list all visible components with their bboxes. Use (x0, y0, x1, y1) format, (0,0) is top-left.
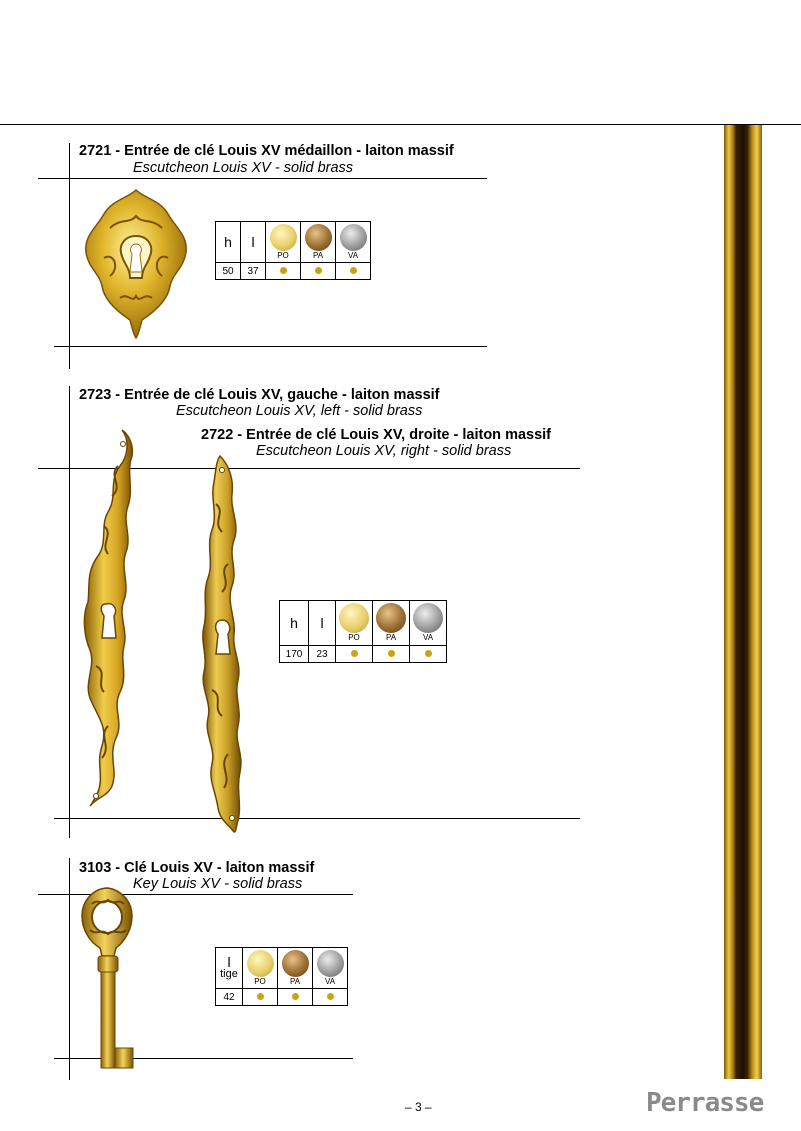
product-code: 2723 (79, 387, 112, 403)
product-name: Entrée de clé Louis XV médaillon - laiton massif (124, 143, 454, 159)
finish-va (313, 948, 348, 989)
finish-label: PA (385, 633, 397, 642)
product-2723-subtitle: Escutcheon Louis XV, left - solid brass (176, 403, 423, 419)
product-name: Entrée de clé Louis XV, droite - laiton massif (246, 427, 552, 443)
product-3103-title: 3103 - Clé Louis XV - laiton massif (79, 860, 315, 876)
key-image (76, 884, 138, 1072)
escutcheon-medallion-image (80, 188, 192, 340)
available-dot-icon (280, 267, 287, 274)
finish-label: VA (347, 251, 359, 260)
finish-po (243, 948, 278, 989)
col-header-h: h (280, 601, 309, 646)
product-3103-subtitle: Key Louis XV - solid brass (133, 876, 303, 892)
spec-table-2721 (215, 221, 371, 280)
finish-pa (301, 222, 336, 263)
finish-label: PO (348, 633, 360, 642)
availability-po (243, 989, 278, 1006)
value-l: 23 (309, 646, 336, 663)
brass-pole-image (724, 125, 762, 1079)
polished-brass-swatch (270, 224, 297, 251)
col-header-tige: tige (220, 968, 238, 980)
availability-po (336, 646, 373, 663)
value-l: 42 (216, 989, 243, 1006)
product-2721-title: 2721 - Entrée de clé Louis XV médaillon - laiton massif (79, 143, 454, 159)
availability-pa (301, 263, 336, 280)
section-rule (54, 818, 580, 819)
finish-po (266, 222, 301, 263)
polished-brass-swatch (339, 603, 369, 633)
product-name: Clé Louis XV - laiton massif (124, 860, 315, 876)
availability-va (336, 263, 371, 280)
antique-silver-swatch (413, 603, 443, 633)
finish-po (336, 601, 373, 646)
finish-va (336, 222, 371, 263)
product-2721-subtitle: Escutcheon Louis XV - solid brass (133, 160, 354, 176)
escutcheon-left-image (78, 426, 140, 808)
col-header-l-tige (216, 948, 243, 989)
availability-pa (373, 646, 410, 663)
available-dot-icon (327, 993, 334, 1000)
finish-label: PA (289, 977, 301, 986)
available-dot-icon (350, 267, 357, 274)
available-dot-icon (257, 993, 264, 1000)
brand-logo: Perrasse (646, 1088, 764, 1118)
escutcheon-right-image (198, 454, 248, 834)
col-header-l: l (227, 954, 231, 970)
finish-pa (278, 948, 313, 989)
product-2722-title: 2722 - Entrée de clé Louis XV, droite - laiton massif (201, 427, 552, 443)
col-header-h: h (216, 222, 241, 263)
col-header-l: l (309, 601, 336, 646)
section-rule (69, 858, 70, 1080)
value-h: 170 (280, 646, 309, 663)
available-dot-icon (425, 650, 432, 657)
antique-silver-swatch (317, 950, 344, 977)
section-rule (69, 386, 70, 838)
product-2722-subtitle: Escutcheon Louis XV, right - solid brass (256, 443, 512, 459)
spec-table-3103 (215, 947, 348, 1006)
availability-va (313, 989, 348, 1006)
section-rule (38, 178, 487, 179)
availability-va (410, 646, 447, 663)
finish-label: VA (324, 977, 336, 986)
antique-brass-swatch (305, 224, 332, 251)
finish-label: PO (254, 977, 266, 986)
page-number: – 3 – (405, 1100, 432, 1114)
polished-brass-swatch (247, 950, 274, 977)
finish-va (410, 601, 447, 646)
antique-brass-swatch (376, 603, 406, 633)
product-2723-title: 2723 - Entrée de clé Louis XV, gauche - laiton massif (79, 387, 440, 403)
spec-table-2723-2722 (279, 600, 447, 663)
top-rule (0, 124, 801, 125)
antique-silver-swatch (340, 224, 367, 251)
finish-label: VA (422, 633, 434, 642)
product-code: 2721 (79, 143, 112, 159)
value-l: 37 (241, 263, 266, 280)
col-header-l: l (241, 222, 266, 263)
product-code: 2722 (201, 427, 234, 443)
available-dot-icon (351, 650, 358, 657)
available-dot-icon (315, 267, 322, 274)
available-dot-icon (292, 993, 299, 1000)
product-code: 3103 (79, 860, 112, 876)
product-name: Entrée de clé Louis XV, gauche - laiton massif (124, 387, 440, 403)
section-rule (69, 143, 70, 369)
finish-label: PA (312, 251, 324, 260)
value-h: 50 (216, 263, 241, 280)
available-dot-icon (388, 650, 395, 657)
availability-po (266, 263, 301, 280)
section-rule (54, 346, 487, 347)
availability-pa (278, 989, 313, 1006)
finish-label: PO (277, 251, 289, 260)
finish-pa (373, 601, 410, 646)
antique-brass-swatch (282, 950, 309, 977)
